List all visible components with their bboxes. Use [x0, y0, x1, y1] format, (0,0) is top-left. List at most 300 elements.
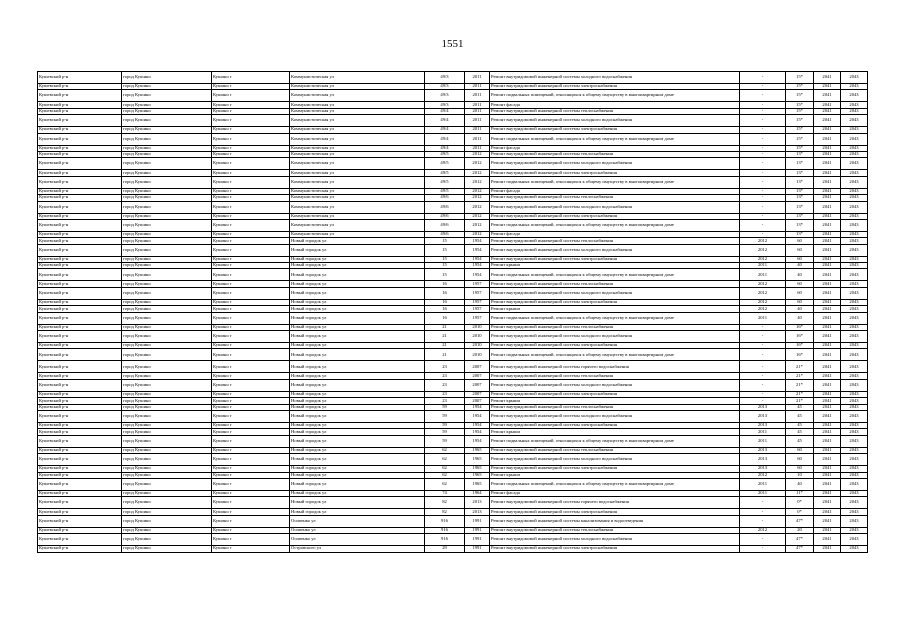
cell-street: Коммунистическая ул [290, 90, 425, 102]
cell-settlement: Кушино г [212, 306, 290, 312]
cell-city: город Кушино [122, 287, 212, 299]
cell-work-type: Ремонт внутридомовой инженерной системы холодного водоснабжения [490, 410, 740, 422]
cell-plan-end: 2043 [841, 263, 868, 269]
cell-work-type: Ремонт внутридомовой инженерной системы теплоснабжения [490, 527, 740, 533]
cell-city: город Кушино [122, 343, 212, 349]
cell-house-number: 49/5 [425, 188, 465, 194]
table-row [38, 331, 868, 343]
cell-wear-percent: 0* [786, 497, 814, 509]
table-row [38, 534, 868, 546]
cell-settlement: Кушино г [212, 244, 290, 256]
cell-district: Кушевский р-н [38, 158, 122, 170]
cell-wear-percent: 13* [786, 170, 814, 176]
cell-plan-start: 2041 [814, 490, 841, 496]
cell-work-type: Ремонт внутридомовой инженерной системы холодного водоснабжения [490, 287, 740, 299]
cell-house-number: 49/4 [425, 108, 465, 114]
cell-last-repair-year: - [740, 324, 786, 330]
cell-build-year: 1991 [465, 546, 490, 552]
cell-district: Кушевский р-н [38, 404, 122, 410]
cell-district: Кушевский р-н [38, 72, 122, 84]
table-row [38, 312, 868, 324]
cell-build-year: 2010 [465, 324, 490, 330]
cell-district: Кушевский р-н [38, 231, 122, 237]
cell-wear-percent: 60 [786, 244, 814, 256]
cell-street: Новый городок ул [290, 238, 425, 244]
cell-city: город Кушино [122, 410, 212, 422]
cell-plan-end: 2043 [841, 447, 868, 453]
cell-wear-percent: 21* [786, 361, 814, 373]
cell-settlement: Кушино г [212, 391, 290, 397]
cell-build-year: 2011 [465, 145, 490, 151]
cell-settlement: Кушино г [212, 90, 290, 102]
cell-city: город Кушино [122, 447, 212, 453]
cell-district: Кушевский р-н [38, 256, 122, 262]
cell-build-year: 2012 [465, 170, 490, 176]
cell-street: Новый городок ул [290, 312, 425, 324]
cell-build-year: 1954 [465, 410, 490, 422]
cell-plan-start: 2041 [814, 269, 841, 281]
cell-settlement: Кушино г [212, 127, 290, 133]
cell-house-number: 62 [425, 454, 465, 466]
cell-build-year: 1991 [465, 527, 490, 533]
cell-build-year: 2007 [465, 361, 490, 373]
cell-street: Коммунистическая ул [290, 115, 425, 127]
cell-house-number: 49/5 [425, 151, 465, 157]
cell-house-number: 21 [425, 349, 465, 361]
cell-last-repair-year: - [740, 213, 786, 219]
cell-build-year: 2012 [465, 158, 490, 170]
table-row [38, 158, 868, 170]
cell-plan-end: 2043 [841, 238, 868, 244]
cell-city: город Кушино [122, 349, 212, 361]
cell-settlement: Кушино г [212, 238, 290, 244]
cell-plan-end: 2043 [841, 391, 868, 397]
cell-wear-percent: 45 [786, 435, 814, 447]
cell-city: город Кушино [122, 306, 212, 312]
cell-city: город Кушино [122, 527, 212, 533]
cell-build-year: 1965 [465, 454, 490, 466]
cell-work-type: Ремонт внутридомовой инженерной системы электроснабжения [490, 422, 740, 428]
cell-house-number: 62 [425, 472, 465, 478]
cell-settlement: Кушино г [212, 133, 290, 145]
cell-build-year: 2007 [465, 379, 490, 391]
cell-plan-end: 2043 [841, 429, 868, 435]
cell-city: город Кушино [122, 108, 212, 114]
cell-work-type: Ремонт крыши [490, 472, 740, 478]
cell-work-type: Ремонт подвальных помещений, относящихся к общему имуществу в многоквартирном доме [490, 219, 740, 231]
cell-work-type: Ремонт внутридомовой инженерной системы электроснабжения [490, 84, 740, 90]
cell-settlement: Кушино г [212, 219, 290, 231]
cell-work-type: Ремонт подвальных помещений, относящихся к общему имуществу в многоквартирном доме [490, 176, 740, 188]
cell-settlement: Кушино г [212, 158, 290, 170]
cell-wear-percent: 40 [786, 263, 814, 269]
cell-district: Кушевский р-н [38, 490, 122, 496]
cell-work-type: Ремонт внутридомовой инженерной системы теплоснабжения [490, 281, 740, 287]
cell-last-repair-year: 2013 [740, 466, 786, 472]
cell-work-type: Ремонт внутридомовой инженерной системы холодного водоснабжения [490, 331, 740, 343]
table-row [38, 72, 868, 84]
cell-plan-start: 2041 [814, 90, 841, 102]
cell-house-number: 59 [425, 404, 465, 410]
cell-build-year: 2010 [465, 349, 490, 361]
cell-work-type: Ремонт внутридомовой инженерной системы электроснабжения [490, 256, 740, 262]
cell-plan-end: 2043 [841, 219, 868, 231]
cell-street: Новый городок ул [290, 509, 425, 515]
table-row [38, 546, 868, 552]
cell-work-type: Ремонт внутридомовой инженерной системы теплоснабжения [490, 373, 740, 379]
cell-work-type: Ремонт внутридомовой инженерной системы электроснабжения [490, 127, 740, 133]
table-row [38, 176, 868, 188]
cell-plan-start: 2041 [814, 410, 841, 422]
cell-work-type: Ремонт фасада [490, 145, 740, 151]
cell-district: Кушевский р-н [38, 343, 122, 349]
cell-district: Кушевский р-н [38, 238, 122, 244]
cell-work-type: Ремонт крыши [490, 398, 740, 404]
cell-wear-percent: 16* [786, 349, 814, 361]
cell-plan-end: 2043 [841, 102, 868, 108]
cell-last-repair-year: - [740, 379, 786, 391]
cell-settlement: Кушино г [212, 84, 290, 90]
cell-settlement: Кушино г [212, 201, 290, 213]
cell-work-type: Ремонт внутридомовой инженерной системы холодного водоснабжения [490, 379, 740, 391]
cell-district: Кушевский р-н [38, 398, 122, 404]
cell-street: Новый городок ул [290, 490, 425, 496]
cell-district: Кушевский р-н [38, 429, 122, 435]
cell-plan-start: 2041 [814, 306, 841, 312]
cell-city: город Кушино [122, 466, 212, 472]
cell-district: Кушевский р-н [38, 306, 122, 312]
cell-city: город Кушино [122, 490, 212, 496]
cell-settlement: Кушино г [212, 466, 290, 472]
cell-street: Новый городок ул [290, 454, 425, 466]
cell-house-number: 49/5 [425, 176, 465, 188]
cell-plan-end: 2043 [841, 244, 868, 256]
cell-last-repair-year: 2011 [740, 263, 786, 269]
cell-district: Кушевский р-н [38, 422, 122, 428]
cell-last-repair-year: - [740, 195, 786, 201]
cell-city: город Кушино [122, 219, 212, 231]
cell-plan-start: 2041 [814, 158, 841, 170]
cell-plan-start: 2041 [814, 472, 841, 478]
cell-last-repair-year: 2012 [740, 527, 786, 533]
cell-street: Новый городок ул [290, 324, 425, 330]
cell-settlement: Кушино г [212, 435, 290, 447]
cell-wear-percent: 20 [786, 527, 814, 533]
cell-street: Коммунистическая ул [290, 158, 425, 170]
cell-house-number: 23 [425, 361, 465, 373]
cell-plan-end: 2043 [841, 478, 868, 490]
cell-wear-percent: 15* [786, 72, 814, 84]
cell-street: Новый городок ул [290, 429, 425, 435]
cell-plan-end: 2043 [841, 490, 868, 496]
cell-plan-start: 2041 [814, 195, 841, 201]
cell-city: город Кушино [122, 534, 212, 546]
cell-plan-start: 2041 [814, 115, 841, 127]
cell-wear-percent: 40 [786, 478, 814, 490]
cell-plan-start: 2041 [814, 176, 841, 188]
cell-plan-end: 2043 [841, 466, 868, 472]
cell-build-year: 2007 [465, 373, 490, 379]
cell-wear-percent: 15* [786, 90, 814, 102]
cell-plan-start: 2041 [814, 256, 841, 262]
cell-city: город Кушино [122, 170, 212, 176]
cell-settlement: Кушино г [212, 546, 290, 552]
cell-settlement: Кушино г [212, 497, 290, 509]
cell-last-repair-year: 2012 [740, 287, 786, 299]
cell-district: Кушевский р-н [38, 349, 122, 361]
cell-district: Кушевский р-н [38, 546, 122, 552]
cell-city: город Кушино [122, 151, 212, 157]
cell-work-type: Ремонт внутридомовой инженерной системы теплоснабжения [490, 447, 740, 453]
cell-wear-percent: 60 [786, 238, 814, 244]
cell-city: город Кушино [122, 398, 212, 404]
cell-plan-start: 2041 [814, 188, 841, 194]
cell-city: город Кушино [122, 133, 212, 145]
cell-street: Новый городок ул [290, 349, 425, 361]
cell-district: Кушевский р-н [38, 391, 122, 397]
cell-district: Кушевский р-н [38, 201, 122, 213]
cell-last-repair-year: 2012 [740, 299, 786, 305]
cell-wear-percent: 11* [786, 490, 814, 496]
cell-last-repair-year: 2013 [740, 404, 786, 410]
cell-house-number: 59 [425, 429, 465, 435]
cell-house-number: 49/3 [425, 84, 465, 90]
cell-work-type: Ремонт подвальных помещений, относящихся к общему имуществу в многоквартирном доме [490, 435, 740, 447]
cell-wear-percent: 13* [786, 231, 814, 237]
cell-work-type: Ремонт внутридомовой инженерной системы электроснабжения [490, 509, 740, 515]
cell-build-year: 2010 [465, 331, 490, 343]
cell-street: Новый городок ул [290, 447, 425, 453]
cell-wear-percent: 60 [786, 287, 814, 299]
cell-house-number: 916 [425, 515, 465, 527]
cell-district: Кушевский р-н [38, 435, 122, 447]
cell-plan-end: 2043 [841, 331, 868, 343]
table-row [38, 133, 868, 145]
cell-district: Кушевский р-н [38, 145, 122, 151]
cell-last-repair-year: 2012 [740, 238, 786, 244]
cell-settlement: Кушино г [212, 195, 290, 201]
cell-district: Кушевский р-н [38, 373, 122, 379]
cell-plan-end: 2043 [841, 133, 868, 145]
cell-house-number: 916 [425, 534, 465, 546]
cell-street: Новый городок ул [290, 404, 425, 410]
cell-city: город Кушино [122, 176, 212, 188]
cell-wear-percent: 60 [786, 447, 814, 453]
cell-plan-start: 2041 [814, 478, 841, 490]
table-row [38, 515, 868, 527]
cell-build-year: 2007 [465, 391, 490, 397]
cell-city: город Кушино [122, 435, 212, 447]
cell-plan-start: 2041 [814, 447, 841, 453]
cell-work-type: Ремонт внутридомовой инженерной системы холодного водоснабжения [490, 201, 740, 213]
cell-house-number: 49/5 [425, 170, 465, 176]
cell-street: Коммунистическая ул [290, 133, 425, 145]
cell-plan-start: 2041 [814, 527, 841, 533]
cell-wear-percent: 13* [786, 195, 814, 201]
cell-street: Коммунистическая ул [290, 176, 425, 188]
cell-street: Новый городок ул [290, 269, 425, 281]
cell-district: Кушевский р-н [38, 108, 122, 114]
cell-plan-start: 2041 [814, 429, 841, 435]
cell-plan-end: 2043 [841, 306, 868, 312]
cell-street: Новый городок ул [290, 361, 425, 373]
table-row [38, 90, 868, 102]
cell-build-year: 2011 [465, 90, 490, 102]
cell-settlement: Кушино г [212, 472, 290, 478]
cell-street: Новый городок ул [290, 410, 425, 422]
cell-build-year: 1965 [465, 472, 490, 478]
cell-work-type: Ремонт внутридомовой инженерной системы теплоснабжения [490, 238, 740, 244]
cell-plan-start: 2041 [814, 299, 841, 305]
cell-last-repair-year: - [740, 72, 786, 84]
table-row [38, 269, 868, 281]
cell-wear-percent: 21* [786, 373, 814, 379]
cell-build-year: 1957 [465, 306, 490, 312]
cell-last-repair-year: - [740, 497, 786, 509]
cell-district: Кушевский р-н [38, 195, 122, 201]
cell-street: Новый городок ул [290, 343, 425, 349]
cell-wear-percent: 40 [786, 269, 814, 281]
table-row [38, 478, 868, 490]
cell-wear-percent: 13* [786, 176, 814, 188]
cell-settlement: Кушино г [212, 379, 290, 391]
cell-work-type: Ремонт крыши [490, 263, 740, 269]
cell-last-repair-year: 2011 [740, 490, 786, 496]
cell-plan-start: 2041 [814, 515, 841, 527]
registry-body [38, 72, 868, 553]
cell-work-type: Ремонт подвальных помещений, относящихся к общему имуществу в многоквартирном доме [490, 478, 740, 490]
cell-city: город Кушино [122, 145, 212, 151]
cell-last-repair-year: - [740, 331, 786, 343]
cell-street: Новый городок ул [290, 306, 425, 312]
cell-city: город Кушино [122, 546, 212, 552]
cell-district: Кушевский р-н [38, 115, 122, 127]
cell-settlement: Кушино г [212, 331, 290, 343]
cell-district: Кушевский р-н [38, 466, 122, 472]
cell-house-number: 49/6 [425, 201, 465, 213]
cell-last-repair-year: - [740, 176, 786, 188]
cell-city: город Кушино [122, 90, 212, 102]
cell-plan-end: 2043 [841, 151, 868, 157]
cell-house-number: 49/5 [425, 158, 465, 170]
cell-plan-start: 2041 [814, 238, 841, 244]
cell-wear-percent: 45 [786, 404, 814, 410]
cell-wear-percent: 10 [786, 472, 814, 478]
cell-plan-end: 2043 [841, 343, 868, 349]
cell-last-repair-year: 2011 [740, 429, 786, 435]
cell-wear-percent: 21* [786, 391, 814, 397]
cell-build-year: 2012 [465, 201, 490, 213]
cell-last-repair-year: - [740, 102, 786, 108]
cell-plan-start: 2041 [814, 312, 841, 324]
cell-work-type: Ремонт крыши [490, 306, 740, 312]
cell-district: Кушевский р-н [38, 176, 122, 188]
cell-settlement: Кушино г [212, 410, 290, 422]
cell-plan-end: 2043 [841, 287, 868, 299]
cell-plan-end: 2043 [841, 299, 868, 305]
cell-settlement: Кушино г [212, 188, 290, 194]
cell-house-number: 49/6 [425, 213, 465, 219]
cell-district: Кушевский р-н [38, 188, 122, 194]
cell-last-repair-year: - [740, 158, 786, 170]
cell-plan-start: 2041 [814, 379, 841, 391]
cell-plan-end: 2043 [841, 72, 868, 84]
cell-last-repair-year: - [740, 145, 786, 151]
cell-house-number: 59 [425, 410, 465, 422]
cell-wear-percent: 45 [786, 410, 814, 422]
cell-wear-percent: 15* [786, 133, 814, 145]
cell-district: Кушевский р-н [38, 213, 122, 219]
cell-plan-start: 2041 [814, 546, 841, 552]
cell-work-type: Ремонт внутридомовой инженерной системы холодного водоснабжения [490, 115, 740, 127]
table-row [38, 454, 868, 466]
cell-city: город Кушино [122, 195, 212, 201]
cell-city: город Кушино [122, 497, 212, 509]
cell-street: Новый городок ул [290, 478, 425, 490]
cell-last-repair-year: - [740, 391, 786, 397]
cell-settlement: Кушино г [212, 312, 290, 324]
cell-house-number: 49/6 [425, 195, 465, 201]
cell-last-repair-year: - [740, 115, 786, 127]
cell-settlement: Кушино г [212, 170, 290, 176]
cell-plan-end: 2043 [841, 527, 868, 533]
cell-district: Кушевский р-н [38, 509, 122, 515]
cell-house-number: 82 [425, 509, 465, 515]
cell-build-year: 1954 [465, 422, 490, 428]
cell-house-number: 49/6 [425, 231, 465, 237]
cell-wear-percent: 60 [786, 466, 814, 472]
cell-wear-percent: 45 [786, 422, 814, 428]
cell-build-year: 2012 [465, 176, 490, 188]
cell-house-number: 49/4 [425, 127, 465, 133]
cell-work-type: Ремонт внутридомовой инженерной системы электроснабжения [490, 299, 740, 305]
cell-last-repair-year: - [740, 361, 786, 373]
cell-city: город Кушино [122, 391, 212, 397]
cell-wear-percent: 15* [786, 108, 814, 114]
cell-street: Коммунистическая ул [290, 127, 425, 133]
cell-district: Кушевский р-н [38, 127, 122, 133]
cell-build-year: 2012 [465, 151, 490, 157]
cell-city: город Кушино [122, 373, 212, 379]
cell-wear-percent: 15* [786, 127, 814, 133]
cell-last-repair-year: 2011 [740, 312, 786, 324]
cell-city: город Кушино [122, 361, 212, 373]
cell-settlement: Кушино г [212, 509, 290, 515]
cell-street: Новый городок ул [290, 466, 425, 472]
cell-build-year: 2012 [465, 195, 490, 201]
cell-street: Новый городок ул [290, 331, 425, 343]
cell-work-type: Ремонт внутридомовой инженерной системы электроснабжения [490, 170, 740, 176]
cell-wear-percent: 16* [786, 343, 814, 349]
table-row [38, 115, 868, 127]
cell-plan-start: 2041 [814, 404, 841, 410]
cell-settlement: Кушино г [212, 269, 290, 281]
cell-last-repair-year: - [740, 349, 786, 361]
cell-plan-start: 2041 [814, 287, 841, 299]
cell-plan-end: 2043 [841, 410, 868, 422]
cell-street: Новый городок ул [290, 435, 425, 447]
cell-plan-end: 2043 [841, 515, 868, 527]
cell-street: Новый городок ул [290, 244, 425, 256]
cell-wear-percent: 15* [786, 84, 814, 90]
cell-last-repair-year: - [740, 373, 786, 379]
cell-settlement: Кушино г [212, 527, 290, 533]
cell-plan-start: 2041 [814, 391, 841, 397]
cell-wear-percent: 13* [786, 158, 814, 170]
cell-house-number: 49/4 [425, 145, 465, 151]
table-row [38, 349, 868, 361]
cell-last-repair-year: - [740, 90, 786, 102]
